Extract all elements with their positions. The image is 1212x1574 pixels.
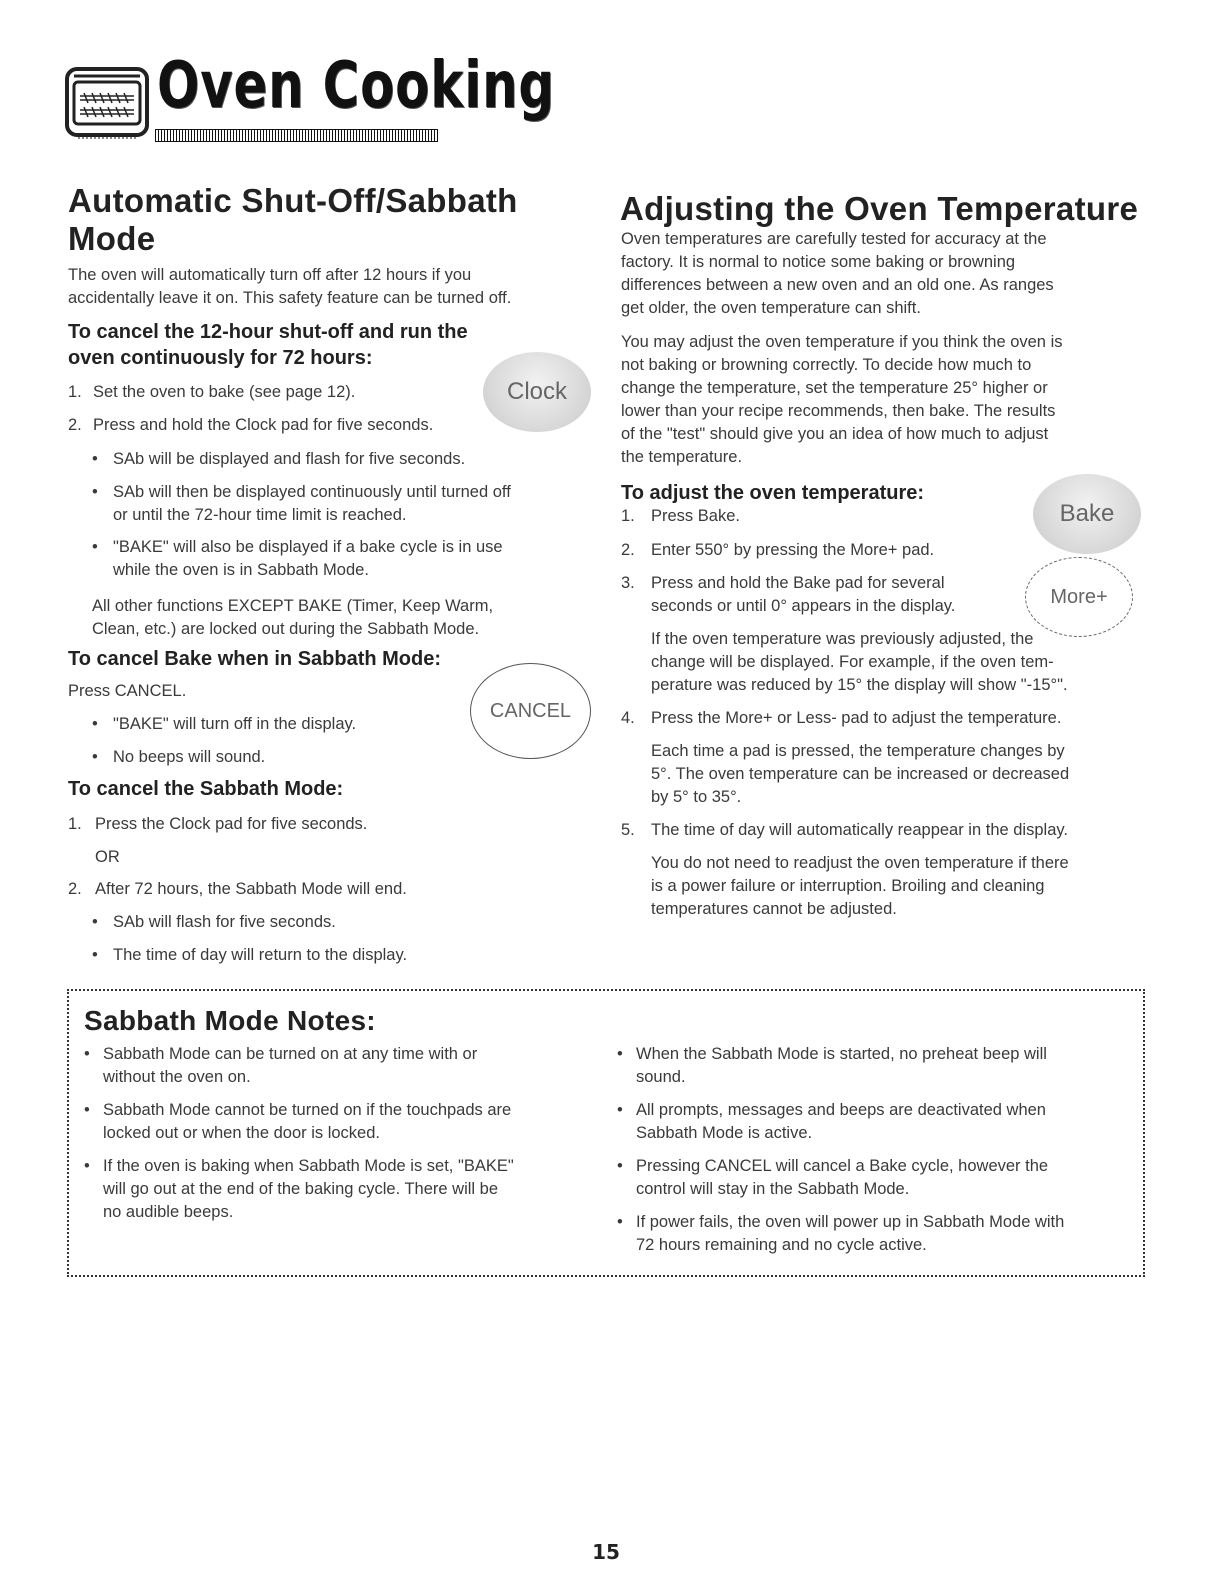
bullet-icon: •: [617, 1213, 623, 1231]
list-item: [68, 414, 508, 437]
press-cancel-text: Press CANCEL.: [68, 682, 187, 700]
step-text: The time of day will automatically reappear in the display.: [651, 821, 1068, 839]
text-line: "BAKE" will also be displayed if a bake cycle is in use: [113, 538, 503, 556]
subheading-cancel-12-hour: [68, 319, 568, 371]
bullet-icon: •: [92, 715, 98, 733]
list-item: [92, 944, 512, 967]
bullet-icon: •: [92, 450, 98, 468]
step-text: Press the More+ or Less- pad to adjust the temperature.: [651, 709, 1062, 727]
list-item: [68, 381, 488, 404]
left-column: [68, 182, 568, 371]
text-line: by 5° to 35°.: [651, 788, 742, 806]
text-line: lower than your recipe recommends, then bake. The results: [621, 402, 1056, 420]
step-number: 1.: [68, 383, 82, 401]
step-text: After 72 hours, the Sabbath Mode will end.: [95, 880, 407, 898]
list-item: [84, 1155, 584, 1224]
text-line: Pressing CANCEL will cancel a Bake cycle, however the: [636, 1157, 1049, 1175]
step-number: 2.: [68, 880, 82, 898]
bullet-text: No beeps will sound.: [113, 748, 266, 766]
list-item: [92, 746, 452, 769]
section-heading-adjust-temp: Adjusting the Oven Temperature: [620, 190, 1139, 227]
text-line: 5°. The oven temperature can be increased or decreased: [651, 765, 1070, 783]
text-line: control will stay in the Sabbath Mode.: [636, 1180, 910, 1198]
bake-pad-icon: [1033, 474, 1141, 554]
list-item: [617, 1099, 1137, 1145]
page-number: 15: [592, 1540, 620, 1564]
text-line: differences between a new oven and an old one. As ranges: [621, 276, 1054, 294]
bullet-icon: •: [84, 1045, 90, 1063]
bullet-icon: •: [617, 1045, 623, 1063]
adjust-paragraph: [621, 331, 1141, 469]
text-line: SAb will be displayed and flash for five seconds.: [113, 450, 466, 468]
text-line: change will be displayed. For example, if the oven tem-: [651, 653, 1054, 671]
text-line: The oven will automatically turn off after 12 hours if you: [68, 266, 472, 284]
text-line: change the temperature, set the temperature 25° higher or: [621, 379, 1048, 397]
list-item: [621, 819, 1141, 842]
list-item: [92, 911, 512, 934]
bullet-text: "BAKE" will turn off in the display.: [113, 715, 357, 733]
pad-label: Bake: [1059, 500, 1115, 527]
text-line: 72 hours remaining and no cycle active.: [636, 1236, 927, 1254]
text-line: while the oven is in Sabbath Mode.: [113, 561, 369, 579]
step-text: Enter 550° by pressing the More+ pad.: [651, 541, 935, 559]
bullet-text: SAb will flash for five seconds.: [113, 913, 336, 931]
list-item: [68, 813, 488, 836]
step-number: 3.: [621, 574, 635, 592]
oven-icon: [64, 66, 150, 142]
bullet-icon: •: [617, 1101, 623, 1119]
list-item: [84, 1099, 584, 1145]
step-number: 1.: [621, 507, 635, 525]
text-line: seconds or until 0° appears in the display.: [651, 597, 956, 615]
text-line: is a power failure or interruption. Broiling and cleaning: [651, 877, 1045, 895]
heading-line: Automatic Shut-Off/Sabbath: [68, 182, 518, 219]
text-line: If the oven temperature was previously adjusted, the: [651, 630, 1034, 648]
text-line: All prompts, messages and beeps are deactivated when: [636, 1101, 1046, 1119]
text-line: the temperature.: [621, 448, 743, 466]
subheading-cancel-sabbath: To cancel the Sabbath Mode:: [68, 778, 344, 800]
text-line: Clean, etc.) are locked out during the Sabbath Mode.: [92, 620, 480, 638]
bullet-icon: •: [92, 538, 98, 556]
pad-label: CANCEL: [489, 699, 572, 722]
heading-line: oven continuously for 72 hours:: [68, 347, 373, 369]
locked-functions-note: [92, 595, 572, 641]
intro-paragraph: [621, 228, 1141, 320]
list-item: [621, 707, 1141, 730]
list-item: [617, 1211, 1137, 1257]
text-line: Oven temperatures are carefully tested for accuracy at the: [621, 230, 1047, 248]
list-item: [84, 1043, 584, 1089]
cancel-pad-icon: [470, 663, 591, 759]
text-line: You may adjust the oven temperature if you think the oven is: [621, 333, 1063, 351]
text-line: Sabbath Mode cannot be turned on if the touchpads are: [103, 1101, 512, 1119]
list-item: [92, 448, 572, 471]
bullet-icon: •: [92, 946, 98, 964]
list-item: [92, 713, 452, 736]
bullet-icon: •: [84, 1157, 90, 1175]
text-line: Sabbath Mode can be turned on at any time with or: [103, 1045, 478, 1063]
text-line: accidentally leave it on. This safety feature can be turned off.: [68, 289, 512, 307]
step-text: Press the Clock pad for five seconds.: [95, 815, 368, 833]
text-line: will go out at the end of the baking cycle. There will be: [103, 1180, 499, 1198]
step-number: 2.: [68, 416, 82, 434]
text-line: Each time a pad is pressed, the temperature changes by: [651, 742, 1065, 760]
text-line: When the Sabbath Mode is started, no preheat beep will: [636, 1045, 1047, 1063]
more-pad-icon: [1025, 557, 1133, 637]
bullet-text: The time of day will return to the display.: [113, 946, 408, 964]
text-line: If power fails, the oven will power up in Sabbath Mode with: [636, 1213, 1065, 1231]
step-text: Set the oven to bake (see page 12).: [93, 383, 356, 401]
list-item: [68, 878, 488, 901]
step-text: Press Bake.: [651, 507, 740, 525]
step-number: 4.: [621, 709, 635, 727]
text-line: or until the 72-hour time limit is reached.: [113, 506, 407, 524]
bullet-icon: •: [92, 913, 98, 931]
text-line: no audible beeps.: [103, 1203, 234, 1221]
text-line: not baking or browning correctly. To decide how much to: [621, 356, 1032, 374]
bullet-icon: •: [92, 483, 98, 501]
pad-label: Clock: [506, 378, 567, 405]
text-line: without the oven on.: [103, 1068, 251, 1086]
list-item: [92, 481, 572, 527]
list-item: [617, 1043, 1137, 1089]
list-item: [617, 1155, 1137, 1201]
step-note: [651, 852, 1141, 921]
list-item: [92, 536, 572, 582]
subheading-adjust-temp: To adjust the oven temperature:: [621, 482, 925, 504]
step-number: 5.: [621, 821, 635, 839]
step-number: 1.: [68, 815, 82, 833]
text-line: locked out or when the door is locked.: [103, 1124, 380, 1142]
heading-line: Mode: [68, 220, 156, 257]
text-line: sound.: [636, 1068, 686, 1086]
text-line: All other functions EXCEPT BAKE (Timer, Keep Warm,: [92, 597, 494, 615]
heading-line: To cancel the 12-hour shut-off and run the: [68, 321, 468, 343]
text-line: If the oven is baking when Sabbath Mode is set, "BAKE": [103, 1157, 514, 1175]
text-line: of the "test" should give you an idea of how much to adjust: [621, 425, 1049, 443]
list-item: [621, 572, 1021, 618]
list-item: [621, 539, 1021, 562]
step-note: [651, 740, 1141, 809]
text-line: get older, the oven temperature can shift.: [621, 299, 921, 317]
subheading-cancel-bake: To cancel Bake when in Sabbath Mode:: [68, 648, 442, 670]
clock-pad-icon: [483, 352, 591, 432]
list-item: [621, 505, 1001, 528]
page-title: Oven Cooking: [157, 49, 555, 123]
notes-heading: Sabbath Mode Notes:: [84, 1005, 376, 1036]
title-underline: [155, 129, 438, 142]
intro-paragraph: [68, 264, 568, 310]
text-line: factory. It is normal to notice some baking or browning: [621, 253, 1016, 271]
step-note: [651, 628, 1141, 697]
or-text: OR: [95, 848, 120, 866]
text-line: Press and hold the Bake pad for several: [651, 574, 945, 592]
text-line: SAb will then be displayed continuously until turned off: [113, 483, 511, 501]
text-line: Sabbath Mode is active.: [636, 1124, 813, 1142]
step-text: Press and hold the Clock pad for five seconds.: [93, 416, 434, 434]
bullet-icon: •: [84, 1101, 90, 1119]
pad-label: More+: [1050, 585, 1108, 608]
section-heading-shutoff: [68, 182, 568, 258]
text-line: temperatures cannot be adjusted.: [651, 900, 897, 918]
bullet-icon: •: [617, 1157, 623, 1175]
bullet-icon: •: [92, 748, 98, 766]
step-number: 2.: [621, 541, 635, 559]
text-line: You do not need to readjust the oven temperature if there: [651, 854, 1069, 872]
text-line: perature was reduced by 15° the display will show "-15°".: [651, 676, 1068, 694]
